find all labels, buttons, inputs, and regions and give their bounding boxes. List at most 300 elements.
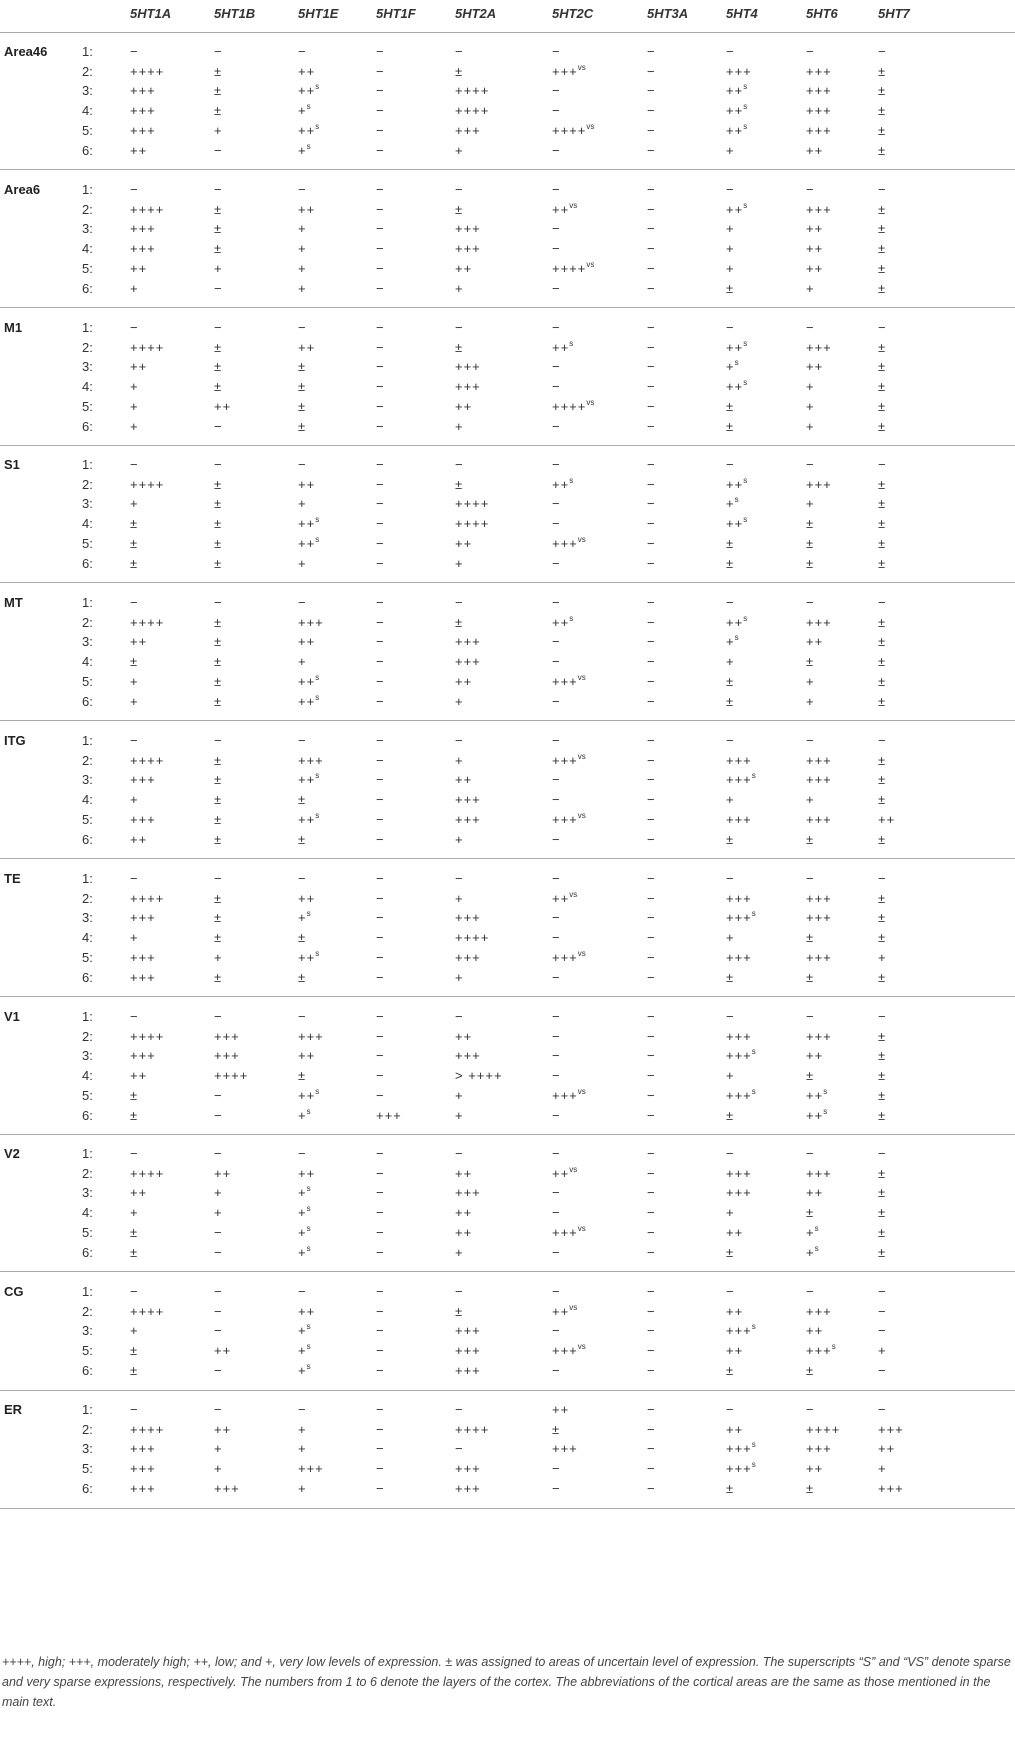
expression-cell: −: [806, 1009, 815, 1024]
expression-cell: −: [647, 1402, 656, 1417]
table-row: [0, 1422, 1015, 1442]
expression-cell: +++: [806, 949, 832, 965]
expression-cell: ++: [806, 241, 824, 257]
expression-cell: +: [806, 379, 815, 395]
expression-cell: +++: [806, 63, 832, 79]
expression-cell: −: [552, 1244, 561, 1260]
expression-cell: −: [552, 910, 561, 926]
expression-cell: −: [647, 1087, 656, 1103]
table-row: [0, 674, 1015, 694]
expression-cell: ±: [878, 1165, 887, 1181]
expression-cell: ±: [130, 1362, 139, 1378]
expression-cell: +++: [455, 1185, 481, 1201]
layer-label: 5:: [82, 122, 93, 138]
expression-cell: +++: [455, 241, 481, 257]
expression-cell: ++: [552, 1402, 570, 1417]
layer-label: 2:: [82, 201, 93, 217]
expression-cell: ±: [878, 535, 887, 551]
table-row: [0, 399, 1015, 419]
expression-cell: ++: [214, 398, 232, 414]
expression-cell: ++++: [130, 201, 165, 217]
expression-cell: ++++$^{vs}$: [552, 259, 595, 276]
expression-cell: ±: [878, 476, 887, 492]
expression-cell: +++: [130, 1461, 156, 1477]
expression-cell: ++$^s$: [806, 1106, 828, 1123]
table-row: [0, 772, 1015, 792]
expression-cell: ++++: [455, 1421, 490, 1437]
expression-cell: +: [455, 1244, 464, 1260]
expression-cell: ±: [806, 831, 815, 847]
expression-cell: −: [455, 1441, 464, 1457]
expression-cell: +: [130, 1323, 139, 1339]
table-row: [0, 1009, 1015, 1029]
expression-cell: −: [647, 1441, 656, 1457]
expression-cell: ±: [214, 221, 223, 237]
expression-cell: −: [647, 1362, 656, 1378]
expression-cell: +: [130, 1205, 139, 1221]
area-name: Area46: [4, 44, 48, 59]
expression-cell: −: [647, 1028, 656, 1044]
expression-cell: −: [552, 969, 561, 985]
table-row: [0, 1343, 1015, 1363]
expression-cell: −: [878, 1284, 887, 1299]
expression-cell: +$^s$: [726, 495, 739, 512]
expression-cell: ±: [130, 654, 139, 670]
expression-cell: +: [298, 654, 307, 670]
section-divider: [0, 1271, 1015, 1272]
expression-cell: +++: [130, 122, 156, 138]
layer-label: 3:: [82, 1323, 93, 1339]
expression-cell: −: [647, 654, 656, 670]
expression-cell: +: [878, 949, 887, 965]
expression-cell: +++: [806, 83, 832, 99]
expression-cell: −: [376, 1284, 385, 1299]
layer-label: 2:: [82, 1028, 93, 1044]
expression-cell: −: [878, 182, 887, 197]
expression-cell: +: [214, 1185, 223, 1201]
expression-cell: ±: [878, 339, 887, 355]
expression-cell: ++$^s$: [552, 338, 574, 355]
expression-cell: −: [647, 535, 656, 551]
expression-cell: ++: [298, 1303, 316, 1319]
layer-label: 3:: [82, 634, 93, 650]
expression-cell: −: [214, 1107, 223, 1123]
expression-cell: −: [214, 1146, 223, 1161]
expression-cell: +++: [806, 476, 832, 492]
expression-cell: ±: [130, 1087, 139, 1103]
expression-cell: ±: [878, 122, 887, 138]
expression-cell: +++: [806, 614, 832, 630]
expression-cell: +++$^{vs}$: [552, 534, 586, 551]
expression-cell: ++: [806, 221, 824, 237]
expression-cell: −: [647, 1107, 656, 1123]
table-row: [0, 123, 1015, 143]
expression-cell: ++++: [130, 1165, 165, 1181]
expression-cell: ++$^s$: [552, 475, 574, 492]
area-name: S1: [4, 457, 20, 472]
table-row: [0, 1185, 1015, 1205]
expression-cell: ++: [298, 63, 316, 79]
expression-cell: ±: [878, 772, 887, 788]
layer-label: 2:: [82, 1421, 93, 1437]
expression-cell: −: [647, 241, 656, 257]
expression-cell: −: [647, 673, 656, 689]
expression-cell: −: [298, 320, 307, 335]
expression-cell: +++: [552, 1441, 578, 1457]
expression-cell: ±: [726, 693, 735, 709]
expression-cell: −: [647, 1185, 656, 1201]
expression-cell: ±: [214, 969, 223, 985]
expression-cell: +++$^{vs}$: [552, 1086, 586, 1103]
area-name: Area6: [4, 182, 41, 197]
expression-cell: −: [647, 831, 656, 847]
expression-cell: −: [878, 1146, 887, 1161]
section-divider: [0, 1134, 1015, 1135]
layer-label: 1:: [82, 1146, 93, 1161]
expression-cell: +++: [455, 122, 481, 138]
column-header: 5HT2C: [552, 6, 594, 21]
expression-cell: +: [726, 241, 735, 257]
expression-cell: ±: [806, 654, 815, 670]
expression-cell: −: [878, 595, 887, 610]
expression-cell: +++: [130, 969, 156, 985]
expression-cell: +++: [130, 241, 156, 257]
expression-cell: −: [806, 733, 815, 748]
expression-cell: ±: [878, 103, 887, 119]
expression-cell: +++$^{vs}$: [552, 810, 586, 827]
expression-cell: −: [376, 1244, 385, 1260]
expression-cell: −: [647, 63, 656, 79]
expression-cell: +++: [726, 1185, 752, 1201]
expression-cell: +++: [726, 1165, 752, 1181]
expression-cell: +++: [455, 1048, 481, 1064]
table-row: [0, 221, 1015, 241]
expression-cell: −: [647, 201, 656, 217]
expression-cell: ++: [130, 359, 148, 375]
expression-cell: +: [878, 1461, 887, 1477]
expression-cell: −: [878, 44, 887, 59]
expression-cell: ±: [298, 398, 307, 414]
expression-cell: −: [214, 182, 223, 197]
layer-label: 3:: [82, 910, 93, 926]
expression-cell: ++$^s$: [552, 613, 574, 630]
expression-cell: −: [376, 142, 385, 158]
layer-label: 6:: [82, 1362, 93, 1378]
expression-cell: −: [647, 693, 656, 709]
expression-cell: +++: [130, 949, 156, 965]
expression-cell: ++$^s$: [726, 121, 748, 138]
expression-cell: −: [455, 733, 464, 748]
table-row: [0, 103, 1015, 123]
expression-cell: −: [376, 1146, 385, 1161]
expression-cell: −: [376, 871, 385, 886]
expression-cell: +: [726, 1205, 735, 1221]
expression-cell: −: [376, 496, 385, 512]
expression-cell: −: [376, 1402, 385, 1417]
expression-cell: ++++: [130, 1028, 165, 1044]
expression-cell: +: [726, 792, 735, 808]
expression-cell: −: [455, 595, 464, 610]
table-row: [0, 1029, 1015, 1049]
expression-cell: −: [552, 1205, 561, 1221]
expression-cell: +: [130, 673, 139, 689]
expression-cell: ±: [726, 535, 735, 551]
expression-cell: +: [726, 142, 735, 158]
expression-cell: −: [455, 44, 464, 59]
layer-label: 2:: [82, 1165, 93, 1181]
expression-cell: +++: [214, 1048, 240, 1064]
expression-cell: −: [647, 182, 656, 197]
table-row: [0, 241, 1015, 261]
expression-cell: −: [647, 1461, 656, 1477]
expression-cell: ±: [214, 614, 223, 630]
expression-cell: +: [214, 260, 223, 276]
expression-cell: ±: [214, 930, 223, 946]
expression-cell: −: [376, 733, 385, 748]
expression-cell: +: [455, 831, 464, 847]
expression-cell: +: [298, 1421, 307, 1437]
expression-cell: ++: [130, 1185, 148, 1201]
expression-cell: +: [806, 673, 815, 689]
expression-cell: ++: [455, 535, 473, 551]
expression-cell: +: [298, 280, 307, 296]
expression-cell: −: [376, 1028, 385, 1044]
expression-cell: −: [214, 1284, 223, 1299]
table-row: [0, 1166, 1015, 1186]
expression-cell: ±: [878, 1205, 887, 1221]
table-row: [0, 871, 1015, 891]
expression-cell: ±: [878, 379, 887, 395]
expression-cell: ±: [878, 752, 887, 768]
layer-label: 5:: [82, 1224, 93, 1240]
expression-cell: −: [647, 1048, 656, 1064]
expression-cell: ++: [298, 339, 316, 355]
expression-cell: +: [455, 890, 464, 906]
expression-cell: ±: [878, 910, 887, 926]
expression-cell: +: [214, 1441, 223, 1457]
expression-cell: +$^s$: [298, 1223, 311, 1240]
expression-cell: ±: [130, 1224, 139, 1240]
expression-cell: ±: [806, 969, 815, 985]
layer-label: 2:: [82, 63, 93, 79]
expression-cell: ++: [806, 1323, 824, 1339]
expression-cell: +++: [455, 1323, 481, 1339]
expression-cell: ±: [878, 418, 887, 434]
expression-cell: −: [647, 752, 656, 768]
expression-cell: −: [376, 1165, 385, 1181]
table-row: [0, 1402, 1015, 1422]
expression-cell: −: [376, 910, 385, 926]
expression-cell: −: [552, 1323, 561, 1339]
expression-cell: −: [376, 693, 385, 709]
expression-cell: ++$^s$: [298, 948, 320, 965]
expression-cell: ±: [878, 673, 887, 689]
expression-cell: −: [647, 496, 656, 512]
expression-cell: +++: [455, 1461, 481, 1477]
expression-cell: −: [376, 595, 385, 610]
expression-cell: −: [647, 260, 656, 276]
expression-cell: +++$^s$: [726, 1440, 756, 1457]
expression-cell: ±: [878, 1087, 887, 1103]
expression-cell: −: [214, 320, 223, 335]
expression-cell: −: [647, 910, 656, 926]
expression-cell: ±: [878, 792, 887, 808]
layer-label: 5:: [82, 1461, 93, 1477]
expression-cell: ++$^{vs}$: [552, 889, 578, 906]
expression-cell: −: [376, 418, 385, 434]
expression-cell: −: [552, 772, 561, 788]
column-header: 5HT7: [878, 6, 910, 21]
expression-cell: −: [726, 1284, 735, 1299]
expression-cell: −: [878, 871, 887, 886]
layer-label: 3:: [82, 772, 93, 788]
layer-label: 3:: [82, 221, 93, 237]
expression-cell: +++$^s$: [726, 771, 756, 788]
expression-cell: −: [806, 457, 815, 472]
expression-cell: +++$^{vs}$: [552, 1342, 586, 1359]
layer-label: 3:: [82, 83, 93, 99]
expression-cell: −: [298, 1009, 307, 1024]
expression-cell: −: [214, 418, 223, 434]
table-row: [0, 477, 1015, 497]
expression-cell: +$^s$: [806, 1243, 819, 1260]
expression-cell: −: [726, 457, 735, 472]
expression-cell: +$^s$: [806, 1223, 819, 1240]
layer-label: 2:: [82, 752, 93, 768]
expression-cell: −: [376, 241, 385, 257]
expression-cell: −: [647, 1068, 656, 1084]
expression-cell: +++: [806, 772, 832, 788]
expression-cell: ++++: [130, 752, 165, 768]
expression-cell: −: [214, 1303, 223, 1319]
expression-cell: −: [647, 930, 656, 946]
expression-cell: −: [647, 1343, 656, 1359]
expression-cell: +: [214, 1461, 223, 1477]
expression-cell: −: [376, 1421, 385, 1437]
expression-cell: +: [298, 1441, 307, 1457]
section-divider: [0, 169, 1015, 170]
expression-cell: +: [726, 930, 735, 946]
expression-cell: −: [878, 1362, 887, 1378]
expression-cell: −: [647, 339, 656, 355]
layer-label: 3:: [82, 1048, 93, 1064]
expression-cell: −: [806, 44, 815, 59]
expression-cell: ±: [878, 516, 887, 532]
expression-cell: −: [552, 241, 561, 257]
expression-cell: +++$^s$: [726, 1047, 756, 1064]
expression-cell: +++: [376, 1107, 402, 1123]
expression-cell: −: [455, 1402, 464, 1417]
table-row: [0, 1146, 1015, 1166]
expression-cell: ±: [806, 1068, 815, 1084]
expression-cell: −: [647, 811, 656, 827]
expression-cell: −: [647, 595, 656, 610]
section-divider: [0, 720, 1015, 721]
layer-label: 6:: [82, 1107, 93, 1123]
expression-cell: ±: [214, 555, 223, 571]
expression-cell: −: [376, 103, 385, 119]
expression-cell: −: [806, 595, 815, 610]
expression-cell: −: [647, 83, 656, 99]
expression-cell: −: [376, 969, 385, 985]
expression-cell: −: [647, 614, 656, 630]
expression-cell: +: [806, 792, 815, 808]
expression-cell: +++$^{vs}$: [552, 672, 586, 689]
expression-cell: −: [376, 457, 385, 472]
expression-cell: +++: [130, 1480, 156, 1496]
expression-cell: −: [376, 398, 385, 414]
expression-cell: +$^s$: [726, 358, 739, 375]
expression-cell: +: [455, 280, 464, 296]
expression-cell: −: [552, 555, 561, 571]
expression-cell: ++++: [130, 339, 165, 355]
table-row: [0, 792, 1015, 812]
expression-cell: +++$^{vs}$: [552, 751, 586, 768]
expression-cell: −: [647, 1009, 656, 1024]
expression-cell: ±: [726, 555, 735, 571]
table-row: [0, 1205, 1015, 1225]
section-divider: [0, 307, 1015, 308]
table-row: [0, 1088, 1015, 1108]
expression-cell: −: [130, 1146, 139, 1161]
section-divider: [0, 1390, 1015, 1391]
expression-cell: +++: [806, 910, 832, 926]
expression-cell: +: [130, 379, 139, 395]
expression-cell: −: [214, 1087, 223, 1103]
expression-cell: −: [376, 1185, 385, 1201]
area-name: TE: [4, 871, 21, 886]
expression-cell: +++: [806, 201, 832, 217]
expression-cell: −: [214, 1323, 223, 1339]
expression-cell: −: [647, 280, 656, 296]
expression-cell: ++$^s$: [298, 810, 320, 827]
expression-cell: +++: [806, 339, 832, 355]
expression-cell: ++$^s$: [298, 692, 320, 709]
expression-cell: ++++: [130, 614, 165, 630]
expression-cell: ±: [298, 930, 307, 946]
table-row: [0, 64, 1015, 84]
expression-cell: ±: [455, 614, 464, 630]
expression-cell: +++: [806, 1303, 832, 1319]
expression-cell: +$^s$: [726, 633, 739, 650]
expression-cell: −: [376, 930, 385, 946]
expression-cell: −: [298, 1402, 307, 1417]
table-row: [0, 1441, 1015, 1461]
expression-cell: −: [130, 44, 139, 59]
expression-cell: +++: [214, 1028, 240, 1044]
layer-label: 3:: [82, 1185, 93, 1201]
expression-cell: ±: [878, 260, 887, 276]
expression-cell: +++: [130, 1048, 156, 1064]
expression-cell: +$^s$: [298, 1106, 311, 1123]
expression-cell: ±: [726, 280, 735, 296]
expression-cell: −: [552, 1185, 561, 1201]
expression-cell: +: [455, 1107, 464, 1123]
expression-cell: −: [376, 654, 385, 670]
section-divider: [0, 445, 1015, 446]
table-row: [0, 1108, 1015, 1128]
table-row: [0, 496, 1015, 516]
expression-cell: ±: [726, 418, 735, 434]
expression-cell: ++++$^{vs}$: [552, 397, 595, 414]
table-row: [0, 261, 1015, 281]
expression-cell: ±: [878, 969, 887, 985]
expression-cell: −: [726, 1146, 735, 1161]
expression-cell: −: [552, 320, 561, 335]
expression-cell: −: [376, 535, 385, 551]
expression-cell: −: [806, 1284, 815, 1299]
layer-label: 5:: [82, 1087, 93, 1103]
